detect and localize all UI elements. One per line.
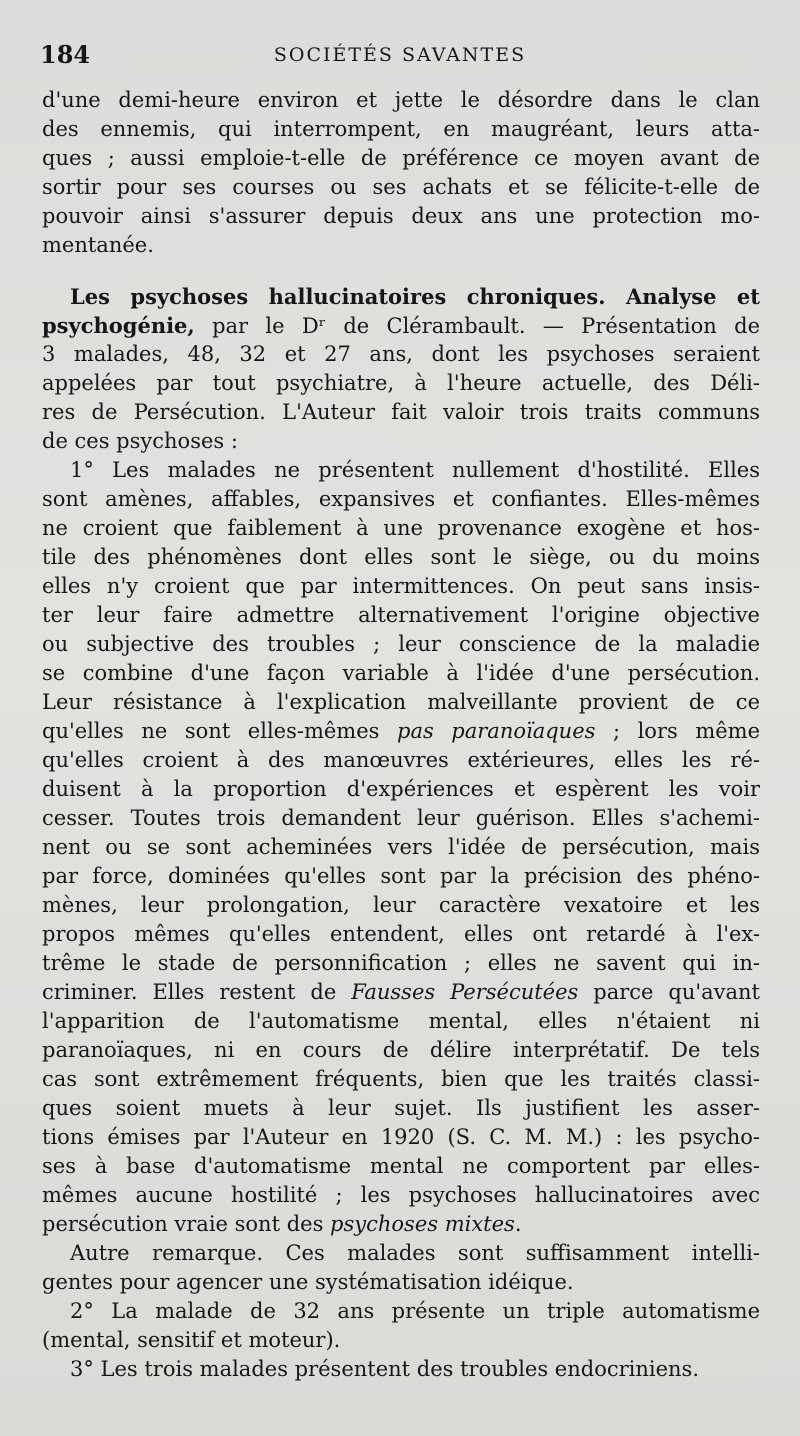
section-author: par le Dʳ de Clérambault. — Présentation de	[194, 314, 760, 338]
text-line: mêmes aucune hostilité ; les psychoses hallucinatoires avec	[42, 1183, 760, 1207]
section-title: Les psychoses hallucinatoires chroniques. Analyse et	[70, 284, 760, 309]
text-line: se combine d'une façon variable à l'idée d'une persécution.	[42, 661, 760, 685]
text-line: des ennemis, qui interrompent, en maugréant, leurs atta-	[42, 117, 760, 141]
text-line: nent ou se sont acheminées vers l'idée de persécution, mais	[42, 835, 760, 859]
text-span: qu'elles ne sont elles-mêmes	[42, 719, 397, 743]
page-number: 184	[40, 40, 91, 69]
text-line: pouvoir ainsi s'assurer depuis deux ans une protection mo-	[42, 204, 760, 228]
text-line: sortir pour ses courses ou ses achats et se félicite-t-elle de	[42, 175, 760, 199]
text-line: de ces psychoses :	[42, 429, 238, 453]
text-line	[42, 978, 760, 1007]
text-line: (mental, sensitif et moteur).	[42, 1328, 341, 1352]
text-line: 1° Les malades ne présentent nullement d'hostilité. Elles	[70, 458, 760, 482]
text-line: ter leur faire admettre alternativement l'origine objective	[42, 603, 760, 627]
text-line: ne croient que faiblement à une provenance exogène et hos-	[42, 516, 760, 540]
text-span: parce qu'avant	[578, 980, 760, 1004]
text-line: Autre remarque. Ces malades sont suffisamment intelli-	[70, 1241, 760, 1265]
text-line: sont amènes, affables, expansives et confiantes. Elles-mêmes	[42, 487, 760, 511]
text-span: criminer. Elles restent de	[42, 980, 352, 1004]
text-line: duisent à la proportion d'expériences et espèrent les voir	[42, 777, 760, 801]
running-head: SOCIÉTÉS SAVANTES	[273, 44, 527, 66]
text-span: .	[514, 1212, 522, 1236]
text-line: par force, dominées qu'elles sont par la précision des phéno-	[42, 864, 760, 888]
text-line: l'apparition de l'automatisme mental, elles n'étaient ni	[42, 1009, 760, 1033]
section-title-line	[42, 311, 760, 340]
text-line: tile des phénomènes dont elles sont le siège, ou du moins	[42, 545, 760, 569]
text-line: 3 malades, 48, 32 et 27 ans, dont les psychoses seraient	[42, 342, 760, 366]
text-line: ques soient muets à leur sujet. Ils justifient les asser-	[42, 1096, 760, 1120]
page-body	[42, 86, 760, 1384]
text-line: trême le stade de personnification ; elles ne savent qui in-	[42, 951, 760, 975]
text-line: mènes, leur prolongation, leur caractère vexatoire et les	[42, 893, 760, 917]
section-title-cont: psychogénie,	[42, 313, 195, 338]
text-line: tions émises par l'Auteur en 1920 (S. C. M. M.) : les psycho-	[42, 1125, 760, 1149]
text-line: ou subjective des troubles ; leur conscience de la maladie	[42, 632, 760, 656]
italic-span: psychoses mixtes	[330, 1212, 515, 1236]
text-line	[42, 1210, 760, 1239]
text-line: 2° La malade de 32 ans présente un triple automatisme	[70, 1299, 760, 1323]
text-line: qu'elles croient à des manœuvres extérieures, elles les ré-	[42, 748, 760, 772]
text-line: ses à base d'automatisme mental ne comportent par elles-	[42, 1154, 760, 1178]
text-line: elles n'y croient que par intermittences. On peut sans insis-	[42, 574, 760, 598]
text-line	[42, 717, 760, 746]
text-line: paranoïaques, ni en cours de délire interprétatif. De tels	[42, 1038, 760, 1062]
text-line: mentanée.	[42, 233, 154, 257]
text-line: cesser. Toutes trois demandent leur guérison. Elles s'achemi-	[42, 806, 760, 830]
text-line: Leur résistance à l'explication malveillante provient de ce	[42, 690, 760, 714]
text-line: cas sont extrêmement fréquents, bien que les traités classi-	[42, 1067, 760, 1091]
text-line: res de Persécution. L'Auteur fait valoir trois traits communs	[42, 400, 760, 424]
text-span: ; lors même	[595, 719, 761, 743]
text-span: persécution vraie sont des	[42, 1212, 331, 1236]
text-line: propos mêmes qu'elles entendent, elles ont retardé à l'ex-	[42, 922, 760, 946]
text-line: d'une demi-heure environ et jette le désordre dans le clan	[42, 88, 760, 112]
text-line: 3° Les trois malades présentent des troubles endocriniens.	[70, 1357, 699, 1381]
section-title-line	[42, 282, 760, 311]
text-line: gentes pour agencer une systématisation idéique.	[42, 1270, 574, 1294]
text-line: ques ; aussi emploie-t-elle de préférence ce moyen avant de	[42, 146, 760, 170]
italic-span: pas paranoïaques	[397, 719, 596, 743]
text-line: appelées par tout psychiatre, à l'heure actuelle, des Déli-	[42, 371, 760, 395]
italic-span: Fausses Persécutées	[351, 980, 579, 1004]
page-header	[40, 40, 760, 80]
